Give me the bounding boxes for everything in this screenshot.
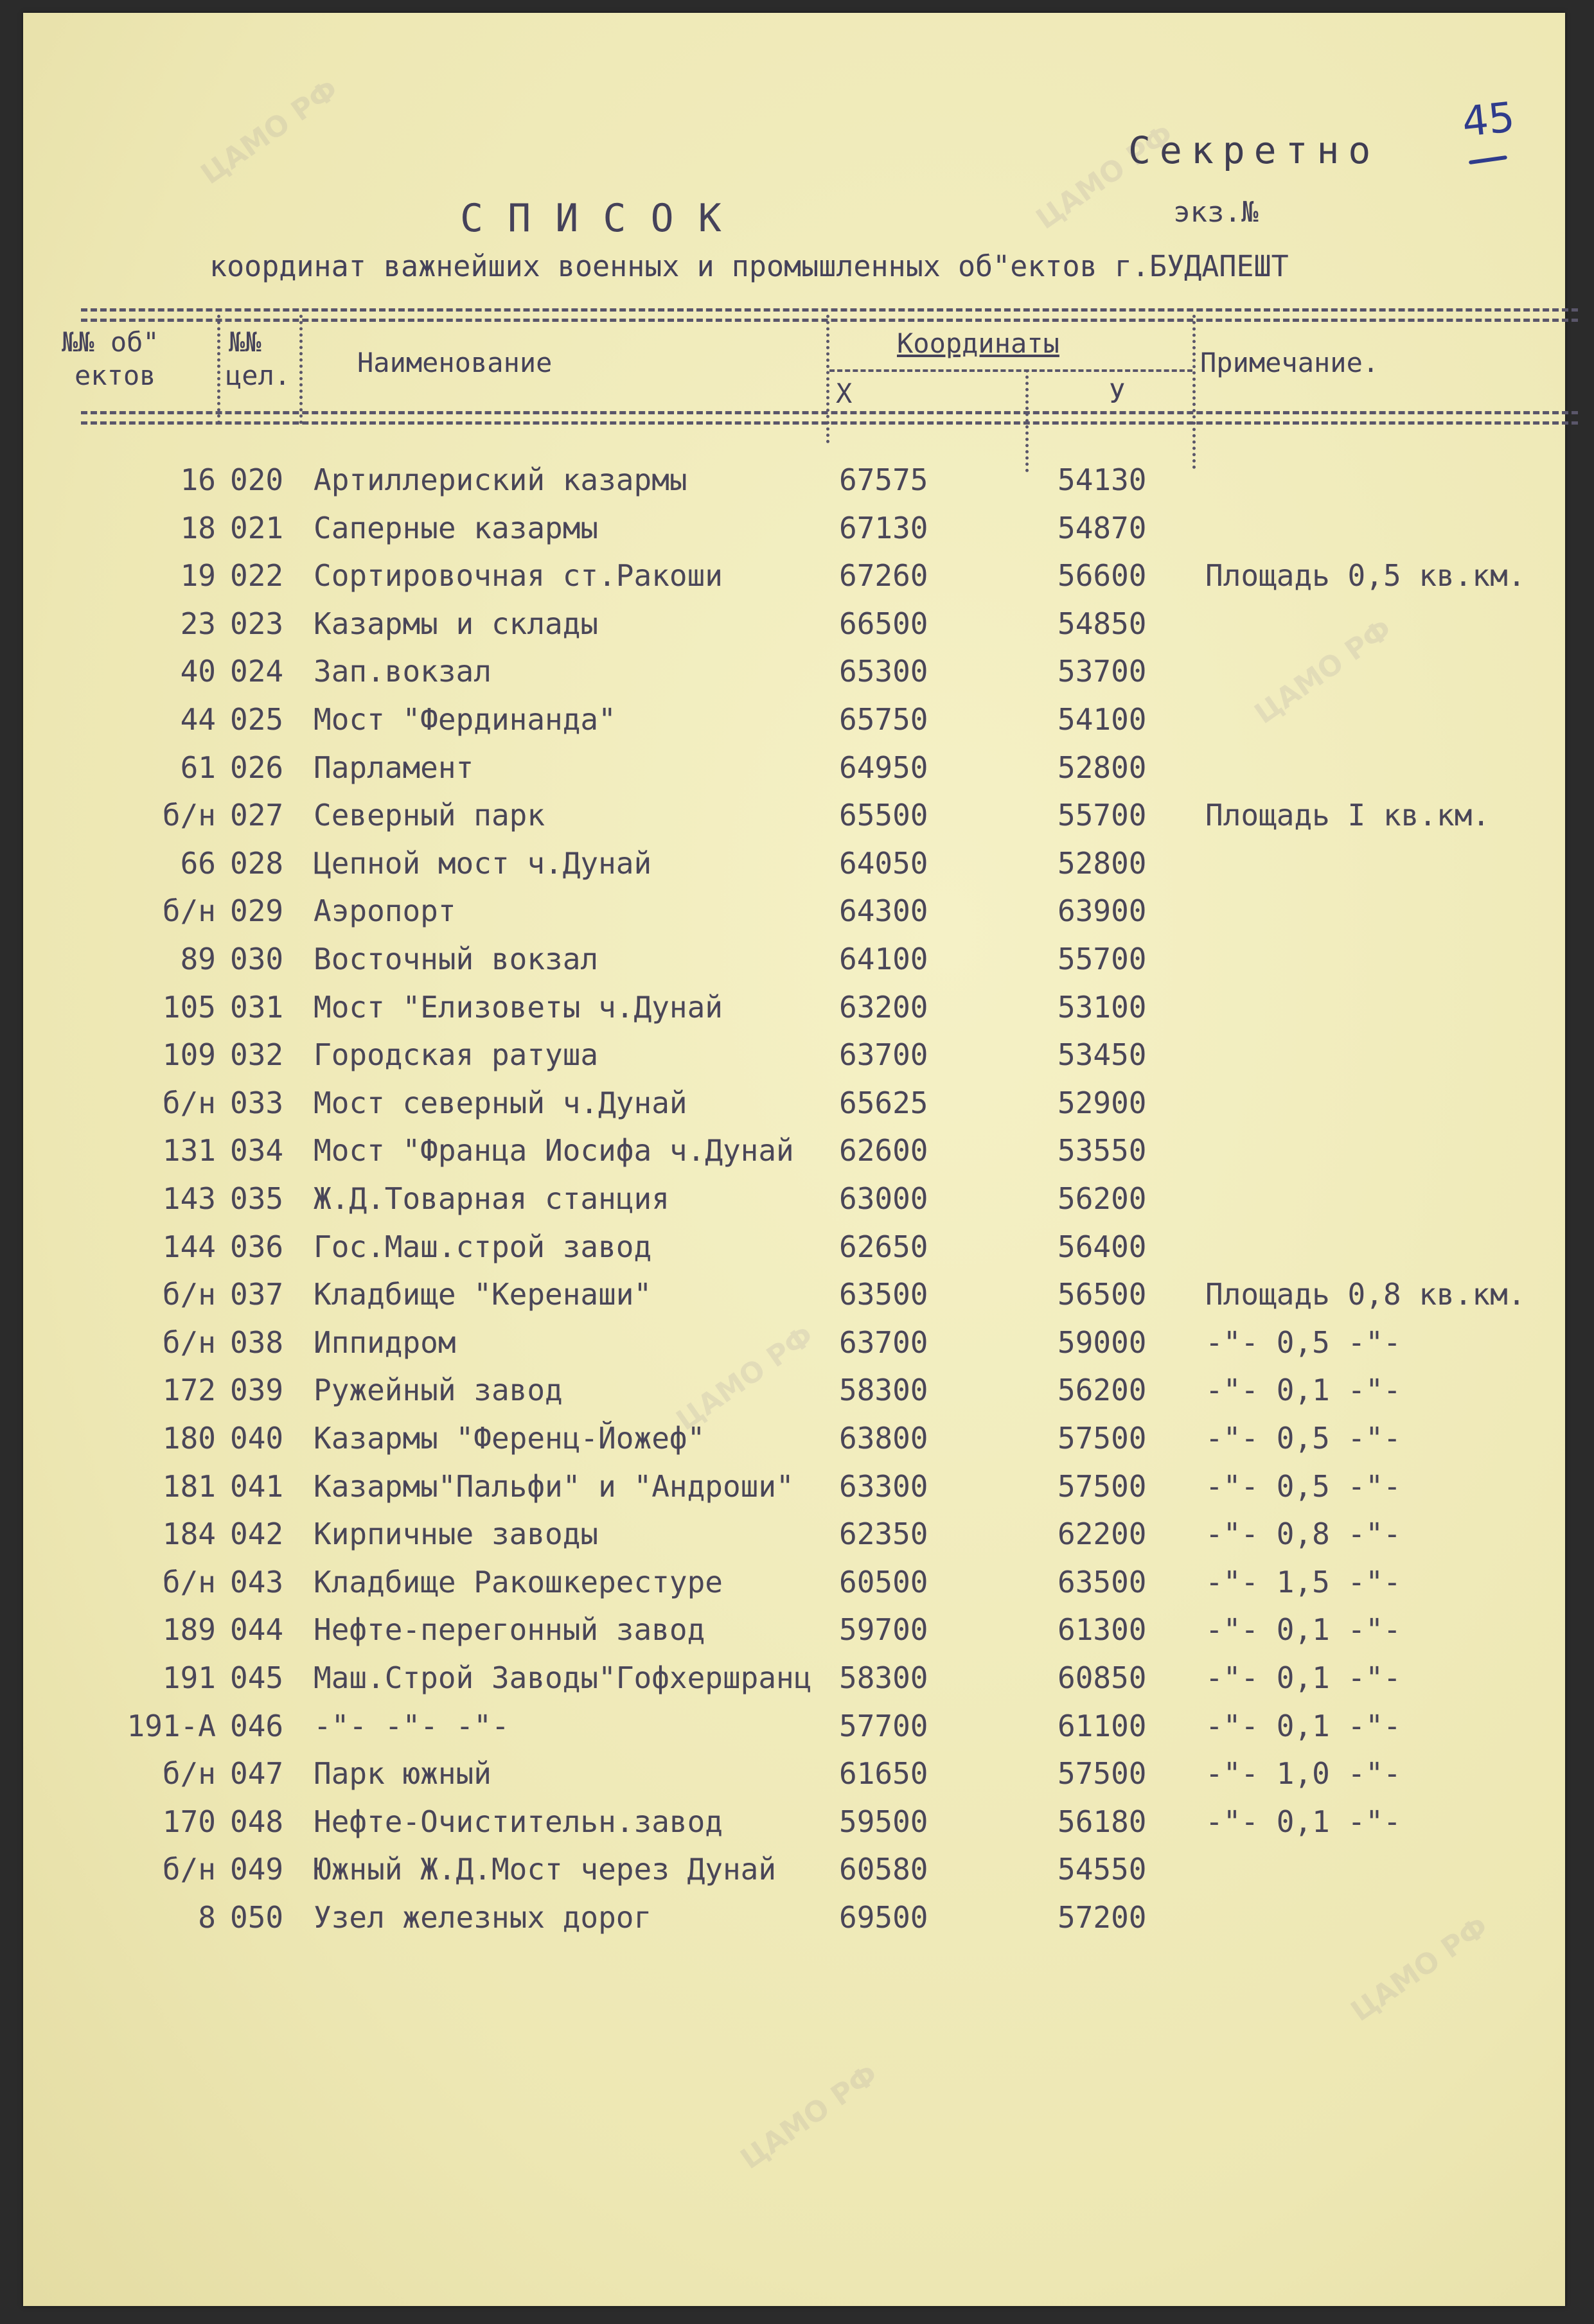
coordinate-x-cell: 63500: [839, 1277, 928, 1312]
note-cell: -"- 0,5 -"-: [1205, 1468, 1401, 1504]
watermark-stamp: ЦАМО РФ: [734, 2057, 884, 2176]
table-top-rule: [81, 308, 1578, 312]
coordinate-y-cell: 63900: [1058, 894, 1147, 929]
coordinate-x-cell: 59700: [839, 1612, 928, 1648]
target-number-cell: 039: [230, 1373, 284, 1408]
table-header-bottom-rule: [81, 421, 1578, 425]
coordinate-x-cell: 63700: [839, 1325, 928, 1360]
target-number-cell: 049: [230, 1852, 284, 1887]
header-x: Х: [836, 378, 853, 409]
target-number-cell: 028: [230, 845, 284, 881]
note-cell: -"- 1,5 -"-: [1205, 1564, 1401, 1599]
object-name-cell: Аэропорт: [314, 894, 456, 929]
object-name-cell: Городская ратуша: [314, 1037, 599, 1073]
object-number-cell: 89: [180, 942, 216, 976]
column-divider: [1025, 369, 1029, 472]
note-cell: -"- 0,1 -"-: [1205, 1612, 1401, 1648]
object-name-cell: Ружейный завод: [314, 1373, 563, 1408]
coordinate-y-cell: 53100: [1058, 989, 1147, 1025]
coordinate-y-cell: 57500: [1058, 1468, 1147, 1504]
watermark-stamp: ЦАМО РФ: [195, 73, 344, 191]
target-number-cell: 022: [230, 558, 284, 594]
target-number-cell: 033: [230, 1085, 284, 1120]
target-number-cell: 041: [230, 1468, 284, 1504]
coordinate-y-cell: 62200: [1058, 1517, 1147, 1552]
object-name-cell: Артиллериский казармы: [314, 462, 687, 497]
object-name-cell: Южный Ж.Д.Мост через Дунай: [314, 1852, 777, 1887]
watermark-stamp: ЦАМО РФ: [1345, 1910, 1494, 2029]
coordinate-x-cell: 67130: [839, 510, 928, 545]
object-name-cell: -"- -"- -"-: [314, 1708, 509, 1743]
target-number-cell: 036: [230, 1229, 284, 1264]
object-name-cell: Зап.вокзал: [314, 654, 491, 689]
object-name-cell: Мост "Фердинанда": [314, 702, 616, 737]
object-number-cell: 19: [180, 558, 216, 594]
note-cell: -"- 0,5 -"-: [1205, 1325, 1401, 1360]
header-note: Примечание.: [1200, 347, 1379, 378]
coordinate-x-cell: 63300: [839, 1468, 928, 1504]
watermark-stamp: ЦАМО РФ: [1248, 612, 1398, 731]
coordinate-x-cell: 62600: [839, 1133, 928, 1168]
coordinate-y-cell: 59000: [1058, 1325, 1147, 1360]
coordinate-y-cell: 56400: [1058, 1229, 1147, 1264]
page-number-underline: [1469, 155, 1507, 164]
object-number-cell: 191: [162, 1660, 216, 1695]
note-cell: Площадь I кв.км.: [1205, 798, 1491, 833]
header-obj-no: №№ об": [62, 326, 159, 358]
object-number-cell: 16: [180, 462, 216, 497]
coordinate-y-cell: 57500: [1058, 1421, 1147, 1456]
target-number-cell: 032: [230, 1037, 284, 1073]
coordinate-x-cell: 66500: [839, 606, 928, 641]
coordinate-y-cell: 52900: [1058, 1085, 1147, 1120]
coordinate-y-cell: 53550: [1058, 1133, 1147, 1168]
coordinate-y-cell: 55700: [1058, 798, 1147, 833]
object-number-cell: 18: [180, 510, 216, 545]
object-name-cell: Гос.Маш.строй завод: [314, 1229, 652, 1264]
object-number-cell: б/н: [162, 1277, 216, 1312]
object-number-cell: б/н: [162, 1325, 216, 1360]
target-number-cell: 038: [230, 1325, 284, 1360]
document-sheet: [23, 13, 1565, 2306]
object-number-cell: 189: [162, 1612, 216, 1648]
coordinate-x-cell: 61650: [839, 1756, 928, 1791]
coordinate-x-cell: 65300: [839, 654, 928, 689]
coordinate-x-cell: 62650: [839, 1229, 928, 1264]
object-number-cell: 172: [162, 1373, 216, 1408]
target-number-cell: 050: [230, 1900, 284, 1935]
coordinate-x-cell: 69500: [839, 1900, 928, 1935]
object-number-cell: б/н: [162, 1756, 216, 1791]
coordinate-y-cell: 55700: [1058, 942, 1147, 976]
object-name-cell: Саперные казармы: [314, 510, 599, 545]
target-number-cell: 023: [230, 606, 284, 641]
object-number-cell: 191-А: [127, 1708, 216, 1743]
coordinate-y-cell: 63500: [1058, 1564, 1147, 1599]
coordinate-x-cell: 65625: [839, 1085, 928, 1120]
coordinate-y-cell: 54870: [1058, 510, 1147, 545]
object-name-cell: Казармы и склады: [314, 606, 599, 641]
object-name-cell: Нефте-перегонный завод: [314, 1612, 705, 1648]
object-name-cell: Северный парк: [314, 798, 545, 833]
object-name-cell: Парламент: [314, 750, 474, 785]
target-number-cell: 030: [230, 942, 284, 976]
coordinate-x-cell: 63700: [839, 1037, 928, 1073]
object-name-cell: Иппидром: [314, 1325, 456, 1360]
object-name-cell: Мост "Франца Иосифа ч.Дунай: [314, 1133, 794, 1168]
coordinate-y-cell: 57200: [1058, 1900, 1147, 1935]
object-number-cell: б/н: [162, 798, 216, 833]
object-name-cell: Мост северный ч.Дунай: [314, 1085, 687, 1120]
target-number-cell: 045: [230, 1660, 284, 1695]
target-number-cell: 026: [230, 750, 284, 785]
object-name-cell: Кладбище Ракошкерестуре: [314, 1564, 723, 1599]
coordinate-x-cell: 59500: [839, 1804, 928, 1839]
table-header-bottom-rule: [81, 411, 1578, 414]
object-number-cell: 170: [162, 1804, 216, 1839]
document-subtitle: координат важнейших военных и промышленных об"ектов г.БУДАПЕШТ: [209, 249, 1289, 283]
coordinate-x-cell: 64050: [839, 845, 928, 881]
target-number-cell: 047: [230, 1756, 284, 1791]
target-number-cell: 042: [230, 1517, 284, 1552]
coordinate-x-cell: 63000: [839, 1181, 928, 1216]
object-number-cell: 23: [180, 606, 216, 641]
coordinate-x-cell: 64300: [839, 894, 928, 929]
object-number-cell: б/н: [162, 1852, 216, 1887]
target-number-cell: 044: [230, 1612, 284, 1648]
header-coordinates: Координаты: [897, 328, 1059, 359]
header-name: Наименование: [357, 347, 553, 378]
coordinate-y-cell: 53450: [1058, 1037, 1147, 1073]
note-cell: Площадь 0,5 кв.км.: [1205, 558, 1526, 594]
column-divider: [1192, 315, 1196, 469]
object-number-cell: 61: [180, 750, 216, 785]
coordinate-y-cell: 53700: [1058, 654, 1147, 689]
object-number-cell: 44: [180, 702, 216, 737]
coordinate-y-cell: 56180: [1058, 1804, 1147, 1839]
target-number-cell: 035: [230, 1181, 284, 1216]
object-number-cell: 66: [180, 845, 216, 881]
target-number-cell: 031: [230, 989, 284, 1025]
object-number-cell: 131: [162, 1133, 216, 1168]
object-number-cell: 144: [162, 1229, 216, 1264]
target-number-cell: 020: [230, 462, 284, 497]
object-name-cell: Цепной мост ч.Дунай: [314, 845, 652, 881]
coordinate-x-cell: 58300: [839, 1660, 928, 1695]
coordinate-y-cell: 54850: [1058, 606, 1147, 641]
note-cell: -"- 0,1 -"-: [1205, 1804, 1401, 1839]
column-divider: [299, 315, 303, 424]
coordinate-y-cell: 56500: [1058, 1277, 1147, 1312]
coordinate-y-cell: 56200: [1058, 1373, 1147, 1408]
object-name-cell: Маш.Строй Заводы"Гофхершранц: [314, 1660, 812, 1695]
header-y: У: [1109, 378, 1126, 409]
target-number-cell: 024: [230, 654, 284, 689]
coordinate-x-cell: 65500: [839, 798, 928, 833]
coordinate-y-cell: 54130: [1058, 462, 1147, 497]
target-number-cell: 027: [230, 798, 284, 833]
coordinate-x-cell: 63200: [839, 989, 928, 1025]
object-name-cell: Кладбище "Керенаши": [314, 1277, 652, 1312]
target-number-cell: 029: [230, 894, 284, 929]
coordinate-y-cell: 56200: [1058, 1181, 1147, 1216]
coordinate-y-cell: 52800: [1058, 750, 1147, 785]
object-name-cell: Узел железных дорог: [314, 1900, 652, 1935]
coordinate-x-cell: 65750: [839, 702, 928, 737]
note-cell: -"- 0,1 -"-: [1205, 1373, 1401, 1408]
coordinate-y-cell: 60850: [1058, 1660, 1147, 1695]
target-number-cell: 025: [230, 702, 284, 737]
object-number-cell: 143: [162, 1181, 216, 1216]
object-name-cell: Казармы"Пальфи" и "Андроши": [314, 1468, 794, 1504]
target-number-cell: 048: [230, 1804, 284, 1839]
target-number-cell: 021: [230, 510, 284, 545]
object-number-cell: 109: [162, 1037, 216, 1073]
table-top-rule: [81, 319, 1578, 322]
column-divider: [826, 315, 829, 443]
note-cell: -"- 1,0 -"-: [1205, 1756, 1401, 1791]
target-number-cell: 043: [230, 1564, 284, 1599]
header-target-no-cont: цел.: [226, 360, 291, 391]
target-number-cell: 040: [230, 1421, 284, 1456]
coordinate-x-cell: 67575: [839, 462, 928, 497]
header-target-no: №№: [229, 326, 261, 358]
object-name-cell: Кирпичные заводы: [314, 1517, 599, 1552]
note-cell: -"- 0,5 -"-: [1205, 1421, 1401, 1456]
object-number-cell: б/н: [162, 894, 216, 929]
coordinate-y-cell: 52800: [1058, 845, 1147, 881]
coordinate-y-cell: 54100: [1058, 702, 1147, 737]
coordinate-y-cell: 61300: [1058, 1612, 1147, 1648]
document-title: СПИСОК: [460, 196, 746, 241]
coordinate-x-cell: 60500: [839, 1564, 928, 1599]
object-number-cell: 180: [162, 1421, 216, 1456]
coordinates-subrule: [829, 369, 1192, 372]
object-number-cell: 184: [162, 1517, 216, 1552]
object-name-cell: Сортировочная ст.Ракоши: [314, 558, 723, 594]
note-cell: Площадь 0,8 кв.км.: [1205, 1277, 1526, 1312]
target-number-cell: 037: [230, 1277, 284, 1312]
object-number-cell: 105: [162, 989, 216, 1025]
coordinate-y-cell: 56600: [1058, 558, 1147, 594]
coordinate-x-cell: 63800: [839, 1421, 928, 1456]
note-cell: -"- 0,8 -"-: [1205, 1517, 1401, 1552]
coordinate-x-cell: 58300: [839, 1373, 928, 1408]
coordinate-x-cell: 57700: [839, 1708, 928, 1743]
object-number-cell: 8: [198, 1900, 216, 1935]
object-name-cell: Восточный вокзал: [314, 942, 599, 976]
object-number-cell: б/н: [162, 1564, 216, 1599]
object-number-cell: 40: [180, 654, 216, 689]
watermark-stamp: ЦАМО РФ: [670, 1319, 820, 1438]
header-obj-no-cont: ектов: [75, 360, 156, 391]
page-number: 45: [1460, 93, 1518, 147]
coordinate-x-cell: 64100: [839, 942, 928, 976]
copy-number-label: экз.№: [1173, 196, 1259, 229]
secrecy-label: Секретно: [1128, 128, 1380, 172]
coordinate-x-cell: 60580: [839, 1852, 928, 1887]
object-name-cell: Парк южный: [314, 1756, 491, 1791]
coordinate-y-cell: 61100: [1058, 1708, 1147, 1743]
note-cell: -"- 0,1 -"-: [1205, 1660, 1401, 1695]
coordinate-y-cell: 54550: [1058, 1852, 1147, 1887]
object-name-cell: Нефте-Очистительн.завод: [314, 1804, 723, 1839]
watermark-stamp: ЦАМО РФ: [1030, 118, 1180, 236]
object-name-cell: Мост "Елизоветы ч.Дунай: [314, 989, 723, 1025]
object-number-cell: б/н: [162, 1085, 216, 1120]
coordinate-x-cell: 64950: [839, 750, 928, 785]
target-number-cell: 034: [230, 1133, 284, 1168]
object-name-cell: Ж.Д.Товарная станция: [314, 1181, 669, 1216]
column-divider: [217, 315, 220, 424]
object-number-cell: 181: [162, 1468, 216, 1504]
coordinate-x-cell: 67260: [839, 558, 928, 594]
coordinate-y-cell: 57500: [1058, 1756, 1147, 1791]
object-name-cell: Казармы "Ференц-Йожеф": [314, 1421, 705, 1456]
note-cell: -"- 0,1 -"-: [1205, 1708, 1401, 1743]
target-number-cell: 046: [230, 1708, 284, 1743]
coordinate-x-cell: 62350: [839, 1517, 928, 1552]
